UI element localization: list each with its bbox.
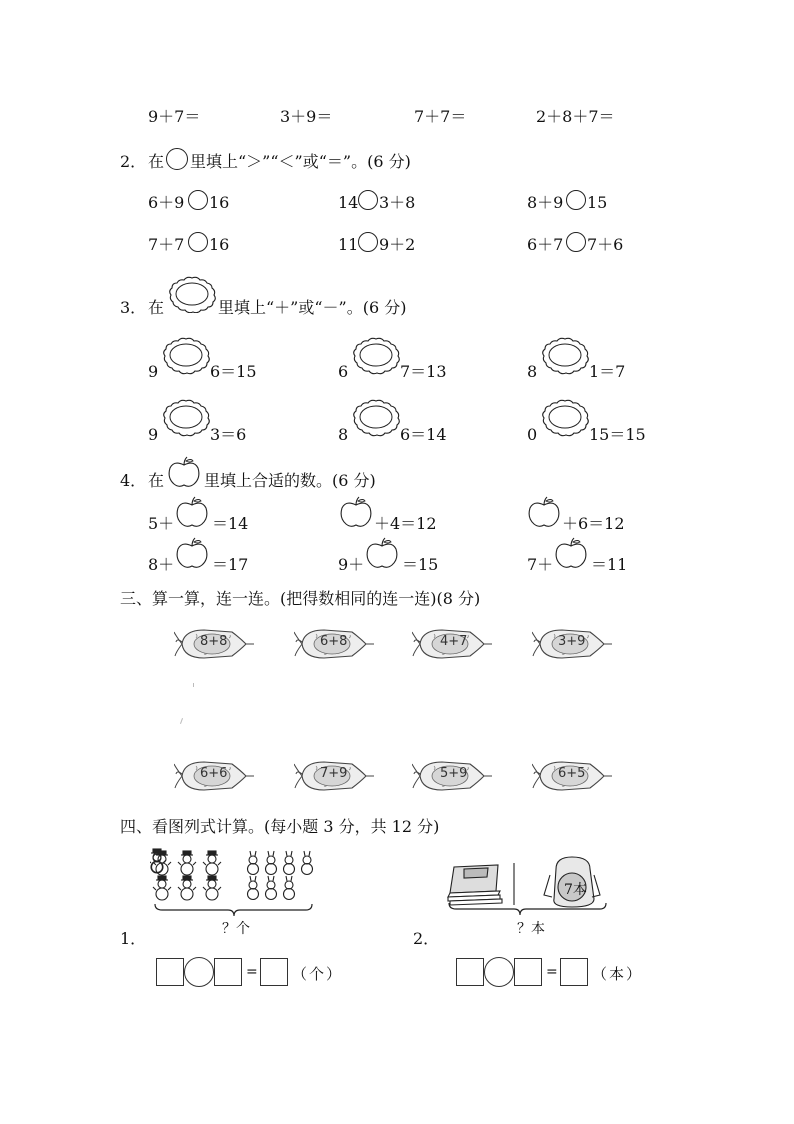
p1-box-2[interactable] [214, 958, 242, 986]
q3-item-1-right: 6＝15 [210, 362, 257, 381]
radish-top-2-label: 6+8 [320, 634, 348, 649]
p1-unit: （个） [292, 965, 344, 983]
q2-item-5-right: 9＋2 [379, 235, 416, 254]
q4-item-6-left: 7＋ [527, 555, 554, 574]
radish-top-1-label: 8+8 [200, 634, 228, 649]
radish-top-3-label: 4+7 [440, 634, 468, 649]
q2-instruction-pre: 在 [148, 152, 165, 171]
q2-item-2-right: 3＋8 [379, 193, 416, 212]
top-problem-1: 9＋7＝ [148, 107, 201, 126]
q2-item-5-circle[interactable] [358, 232, 378, 252]
q4-apple-symbol [166, 456, 202, 490]
p2-equals: = [546, 964, 558, 980]
q3-item-4-right: 3＝6 [210, 425, 247, 444]
scan-mark [180, 718, 183, 724]
radish-bottom-4-label: 6+5 [558, 766, 586, 781]
p1-equals: = [246, 964, 258, 980]
q3-item-4-left: 9 [148, 425, 159, 444]
q3-item-1-left: 9 [148, 362, 159, 381]
snowmen-picture [150, 848, 315, 918]
q2-item-4-right: 16 [209, 235, 230, 254]
q4-item-5-apple[interactable] [364, 537, 400, 571]
q4-item-2-right: ＋4＝12 [374, 514, 437, 533]
q3-item-5-right: 6＝14 [400, 425, 447, 444]
backpack-label: 7本 [564, 882, 587, 898]
q3-number: 3． [120, 298, 147, 317]
q4-item-5-left: 9＋ [338, 555, 365, 574]
q3-item-6-flower[interactable] [539, 398, 591, 438]
q2-circle-symbol [166, 148, 188, 170]
q3-flower-symbol [166, 275, 216, 313]
q3-item-5-flower[interactable] [350, 398, 402, 438]
q2-item-4-circle[interactable] [188, 232, 208, 252]
q4-item-4-apple[interactable] [174, 537, 210, 571]
q2-item-5-left: 11 [338, 235, 359, 254]
q4-instruction-post: 里填上合适的数。(6 分) [204, 471, 376, 490]
books-backpack-picture [444, 855, 614, 917]
q4-instruction-pre: 在 [148, 471, 165, 490]
q3-item-2-right: 7＝13 [400, 362, 447, 381]
section3-title: 三、算一算，连一连。(把得数相同的连一连)(8 分) [120, 589, 481, 608]
q3-item-6-left: 0 [527, 425, 538, 444]
q2-number: 2． [120, 152, 147, 171]
q4-item-1-left: 5＋ [148, 514, 175, 533]
p1-box-1[interactable] [156, 958, 184, 986]
p1-operator-circle[interactable] [184, 957, 214, 987]
top-problem-2: 3＋9＝ [280, 107, 333, 126]
q3-item-2-flower[interactable] [350, 336, 402, 376]
radish-bottom-3-label: 5+9 [440, 766, 468, 781]
p2-unit: （本） [592, 965, 644, 983]
q2-item-6-left: 6＋7 [527, 235, 564, 254]
q2-item-2-circle[interactable] [358, 190, 378, 210]
p1-answer-box[interactable] [260, 958, 288, 986]
q3-item-1-flower[interactable] [160, 336, 212, 376]
q2-item-1-circle[interactable] [188, 190, 208, 210]
p2-question-label: ？本 [517, 921, 545, 937]
p2-number: 2． [413, 929, 440, 948]
q3-item-4-flower[interactable] [160, 398, 212, 438]
q2-item-1-right: 16 [209, 193, 230, 212]
radish-bottom-2-label: 7+9 [320, 766, 348, 781]
q3-item-2-left: 6 [338, 362, 349, 381]
q4-item-4-left: 8＋ [148, 555, 175, 574]
q3-item-3-flower[interactable] [539, 336, 591, 376]
q2-item-4-left: 7＋7 [148, 235, 185, 254]
top-problem-3: 7＋7＝ [414, 107, 467, 126]
top-problem-4: 2＋8＋7＝ [536, 107, 615, 126]
q2-item-3-circle[interactable] [566, 190, 586, 210]
q2-item-2-left: 14 [338, 193, 359, 212]
q4-item-5-right: ＝15 [402, 555, 439, 574]
q3-item-5-left: 8 [338, 425, 349, 444]
p2-answer-box[interactable] [560, 958, 588, 986]
q2-item-3-left: 8＋9 [527, 193, 564, 212]
q2-item-6-right: 7＋6 [587, 235, 624, 254]
q2-item-6-circle[interactable] [566, 232, 586, 252]
q3-item-3-right: 1＝7 [589, 362, 626, 381]
q2-instruction-post: 里填上“＞”“＜”或“＝”。(6 分) [190, 152, 411, 171]
q4-item-3-right: ＋6＝12 [562, 514, 625, 533]
p1-question-label: ？个 [222, 921, 250, 937]
q4-item-6-right: ＝11 [591, 555, 628, 574]
scan-mark [193, 683, 194, 687]
p1-number: 1． [120, 929, 147, 948]
q3-instruction-post: 里填上“＋”或“－”。(6 分) [218, 298, 407, 317]
q2-item-1-left: 6＋9 [148, 193, 185, 212]
q4-item-1-apple[interactable] [174, 496, 210, 530]
p2-operator-circle[interactable] [484, 957, 514, 987]
q3-item-6-right: 15＝15 [589, 425, 646, 444]
q4-number: 4． [120, 471, 147, 490]
q4-item-6-apple[interactable] [553, 537, 589, 571]
q3-item-3-left: 8 [527, 362, 538, 381]
p2-box-1[interactable] [456, 958, 484, 986]
q4-item-4-right: ＝17 [212, 555, 249, 574]
q2-item-3-right: 15 [587, 193, 608, 212]
q3-instruction-pre: 在 [148, 298, 165, 317]
radish-top-4-label: 3+9 [558, 634, 586, 649]
radish-bottom-1-label: 6+6 [200, 766, 228, 781]
section4-title: 四、看图列式计算。(每小题 3 分，共 12 分) [120, 817, 440, 836]
q4-item-2-apple[interactable] [338, 496, 374, 530]
p2-box-2[interactable] [514, 958, 542, 986]
q4-item-3-apple[interactable] [526, 496, 562, 530]
q4-item-1-right: ＝14 [212, 514, 249, 533]
